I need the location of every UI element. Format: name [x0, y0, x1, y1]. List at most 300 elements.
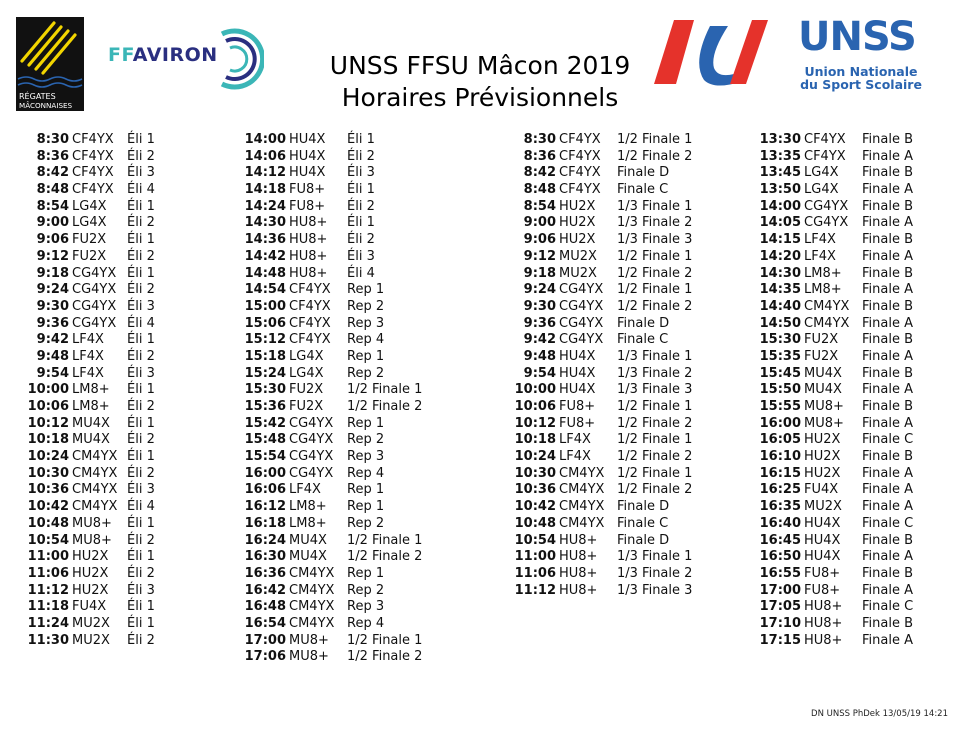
race-time: 15:18: [244, 348, 286, 364]
race-phase: Éli 2: [127, 148, 155, 164]
boat-category: MU2X: [72, 615, 110, 631]
race-phase: Rep 1: [347, 348, 385, 364]
race-phase: Finale C: [862, 515, 914, 531]
race-phase: 1/3 Finale 3: [617, 232, 693, 248]
race-time: 11:00: [514, 549, 556, 565]
race-phase: Éli 4: [127, 499, 155, 515]
race-time: 16:00: [244, 465, 286, 481]
boat-category: CM4YX: [559, 515, 605, 531]
race-time: 9:24: [36, 282, 69, 298]
boat-category: FU2X: [289, 382, 324, 398]
boat-category: HU4X: [804, 515, 841, 531]
race-phase: Éli 2: [127, 632, 155, 648]
schedule-row: [240, 316, 457, 333]
race-phase: 1/2 Finale 1: [617, 465, 693, 481]
boat-category: FU8+: [559, 415, 596, 431]
boat-category: FU8+: [804, 565, 841, 581]
race-time: 10:54: [514, 532, 556, 548]
schedule-row: [510, 349, 727, 366]
race-phase: Éli 2: [127, 532, 155, 548]
boat-category: LF4X: [72, 365, 104, 381]
schedule-row: [510, 432, 727, 449]
schedule-row: [755, 466, 960, 483]
race-phase: Finale A: [862, 148, 913, 164]
boat-category: CM4YX: [72, 465, 118, 481]
race-phase: 1/3 Finale 3: [617, 582, 693, 598]
race-phase: Rep 2: [347, 365, 385, 381]
boat-category: HU2X: [559, 232, 596, 248]
boat-category: HU8+: [804, 599, 843, 615]
boat-category: HU4X: [559, 348, 596, 364]
race-time: 17:00: [244, 632, 286, 648]
race-time: 9:24: [523, 282, 556, 298]
race-time: 15:54: [244, 449, 286, 465]
race-time: 10:30: [27, 465, 69, 481]
boat-category: HU4X: [559, 365, 596, 381]
race-time: 14:48: [244, 265, 286, 281]
race-phase: 1/2 Finale 1: [617, 399, 693, 414]
race-time: 10:42: [27, 499, 69, 515]
schedule-row: [510, 149, 727, 166]
boat-category: MU4X: [804, 365, 842, 381]
boat-category: LF4X: [72, 332, 104, 348]
schedule-row: [240, 132, 457, 149]
schedule-row: [510, 449, 727, 466]
race-time: 15:00: [244, 298, 286, 314]
boat-category: CF4YX: [289, 332, 331, 348]
race-time: 16:15: [759, 465, 801, 481]
schedule-row: [240, 266, 457, 283]
race-time: 9:18: [523, 265, 556, 281]
boat-category: HU2X: [559, 215, 596, 231]
boat-category: CG4YX: [289, 432, 334, 448]
regates-text-2: MÂCONNAISES: [19, 101, 73, 110]
race-phase: Éli 1: [127, 449, 155, 465]
boat-category: HU4X: [289, 148, 326, 164]
boat-category: CF4YX: [72, 148, 114, 164]
race-phase: Éli 1: [347, 132, 375, 147]
race-phase: 1/3 Finale 1: [617, 198, 693, 214]
schedule-row: [755, 549, 960, 566]
schedule-row: [510, 266, 727, 283]
boat-category: CM4YX: [72, 499, 118, 515]
schedule-row: [240, 583, 457, 600]
race-phase: Finale A: [862, 315, 913, 331]
race-time: 14:06: [244, 148, 286, 164]
race-time: 9:00: [36, 215, 69, 231]
race-phase: 1/3 Finale 2: [617, 565, 693, 581]
race-phase: 1/2 Finale 2: [617, 482, 693, 498]
race-phase: Finale C: [617, 332, 669, 348]
race-time: 8:36: [523, 148, 556, 164]
schedule-row: [510, 132, 727, 149]
schedule-row: [510, 516, 727, 533]
boat-category: CG4YX: [804, 215, 849, 231]
race-time: 15:42: [244, 415, 286, 431]
boat-category: LM8+: [72, 399, 110, 414]
boat-category: HU8+: [559, 565, 598, 581]
boat-category: HU4X: [289, 165, 326, 181]
race-time: 14:50: [759, 315, 801, 331]
race-time: 17:06: [244, 649, 286, 665]
race-time: 11:30: [27, 632, 69, 648]
schedule-row: [755, 432, 960, 449]
boat-category: FU2X: [72, 248, 107, 264]
schedule-row: [755, 399, 960, 416]
race-time: 16:54: [244, 615, 286, 631]
boat-category: LF4X: [289, 482, 321, 498]
race-phase: 1/2 Finale 1: [617, 282, 693, 298]
race-phase: Finale A: [862, 182, 913, 198]
race-phase: Rep 3: [347, 449, 385, 465]
race-phase: Éli 3: [127, 582, 155, 598]
race-time: 16:05: [759, 432, 801, 448]
race-phase: Finale A: [862, 549, 913, 565]
race-phase: Éli 2: [127, 215, 155, 231]
schedule-row: [755, 566, 960, 583]
schedule-row: [240, 466, 457, 483]
race-phase: 1/3 Finale 3: [617, 382, 693, 398]
race-phase: Finale C: [617, 515, 669, 531]
race-time: 11:18: [27, 599, 69, 615]
race-time: 8:54: [523, 198, 556, 214]
race-phase: 1/2 Finale 2: [617, 415, 693, 431]
boat-category: CG4YX: [289, 449, 334, 465]
boat-category: HU2X: [72, 565, 109, 581]
schedule-row: [510, 583, 727, 600]
boat-category: MU2X: [559, 248, 597, 264]
schedule-row: [240, 449, 457, 466]
race-phase: Rep 2: [347, 515, 385, 531]
race-phase: Finale B: [862, 365, 914, 381]
boat-category: CG4YX: [289, 415, 334, 431]
boat-category: FU2X: [72, 232, 107, 248]
boat-category: LF4X: [72, 348, 104, 364]
unss-subtitle-line-1: Union Nationale: [804, 64, 918, 79]
boat-category: HU8+: [559, 582, 598, 598]
boat-category: CM4YX: [289, 565, 335, 581]
race-phase: Éli 1: [127, 132, 155, 147]
schedule-row: [20, 616, 227, 633]
race-phase: Éli 1: [127, 232, 155, 248]
schedule-row: [240, 482, 457, 499]
race-phase: 1/2 Finale 2: [617, 298, 693, 314]
race-time: 16:25: [759, 482, 801, 498]
race-time: 16:45: [759, 532, 801, 548]
boat-category: FU8+: [804, 582, 841, 598]
schedule-row: [755, 149, 960, 166]
schedule-row: [240, 182, 457, 199]
schedule-row: [510, 549, 727, 566]
schedule-row: [20, 382, 227, 399]
boat-category: FU2X: [289, 399, 324, 414]
race-time: 17:00: [759, 582, 801, 598]
race-phase: Finale A: [862, 582, 913, 598]
race-phase: 1/2 Finale 2: [617, 148, 693, 164]
schedule-row: [755, 516, 960, 533]
race-phase: 1/3 Finale 1: [617, 549, 693, 565]
schedule-row: [755, 533, 960, 550]
race-phase: Éli 2: [347, 198, 375, 214]
race-time: 16:55: [759, 565, 801, 581]
race-phase: Finale A: [862, 382, 913, 398]
race-time: 9:12: [36, 248, 69, 264]
race-time: 9:30: [523, 298, 556, 314]
race-time: 10:48: [514, 515, 556, 531]
schedule-row: [755, 349, 960, 366]
race-phase: Éli 1: [127, 599, 155, 615]
race-phase: Rep 1: [347, 282, 385, 298]
race-time: 10:06: [27, 399, 69, 414]
race-phase: Éli 2: [127, 348, 155, 364]
boat-category: MU8+: [72, 532, 112, 548]
race-phase: Éli 4: [347, 265, 375, 281]
race-time: 16:35: [759, 499, 801, 515]
boat-category: FU4X: [804, 482, 839, 498]
race-time: 16:12: [244, 499, 286, 515]
boat-category: HU8+: [289, 215, 328, 231]
race-phase: Éli 2: [127, 399, 155, 414]
race-phase: 1/2 Finale 2: [617, 449, 693, 465]
race-time: 8:42: [36, 165, 69, 181]
schedule-row: [20, 299, 227, 316]
race-time: 16:24: [244, 532, 286, 548]
race-phase: 1/3 Finale 1: [617, 348, 693, 364]
boat-category: CF4YX: [804, 132, 846, 147]
race-phase: Finale A: [862, 415, 913, 431]
boat-category: CF4YX: [289, 315, 331, 331]
race-time: 10:00: [514, 382, 556, 398]
race-phase: Éli 3: [127, 298, 155, 314]
boat-category: LG4X: [289, 365, 324, 381]
race-phase: 1/2 Finale 1: [617, 248, 693, 264]
race-time: 15:45: [759, 365, 801, 381]
race-phase: Rep 1: [347, 482, 385, 498]
race-time: 8:36: [36, 148, 69, 164]
boat-category: LF4X: [804, 232, 836, 248]
race-phase: Finale A: [862, 482, 913, 498]
boat-category: CF4YX: [559, 165, 601, 181]
race-time: 15:48: [244, 432, 286, 448]
boat-category: LM8+: [804, 265, 842, 281]
race-phase: Finale B: [862, 565, 914, 581]
title-line-2: Horaires Prévisionnels: [341, 83, 619, 112]
boat-category: CM4YX: [559, 499, 605, 515]
race-time: 10:06: [514, 399, 556, 414]
race-phase: Éli 3: [127, 365, 155, 381]
schedule-row: [510, 416, 727, 433]
race-phase: 1/2 Finale 1: [347, 382, 423, 398]
race-phase: Éli 1: [127, 515, 155, 531]
boat-category: CG4YX: [804, 198, 849, 214]
boat-category: LF4X: [804, 248, 836, 264]
race-time: 8:30: [523, 132, 556, 147]
race-time: 16:18: [244, 515, 286, 531]
boat-category: MU8+: [289, 649, 329, 665]
schedule-row: [20, 182, 227, 199]
race-phase: 1/2 Finale 1: [617, 432, 693, 448]
race-phase: Éli 1: [347, 215, 375, 231]
race-phase: Finale D: [617, 165, 670, 181]
schedule-row: [240, 366, 457, 383]
race-time: 15:12: [244, 332, 286, 348]
schedule-row: [755, 482, 960, 499]
boat-category: LM8+: [289, 499, 327, 515]
schedule-row: [755, 416, 960, 433]
race-phase: Éli 4: [127, 182, 155, 198]
schedule-row: [240, 549, 457, 566]
race-phase: Finale D: [617, 532, 670, 548]
race-time: 9:06: [36, 232, 69, 248]
schedule-row: [20, 132, 227, 149]
race-time: 15:35: [759, 348, 801, 364]
race-time: 15:55: [759, 399, 801, 414]
schedule-row: [20, 232, 227, 249]
race-phase: Finale B: [862, 265, 914, 281]
race-time: 15:24: [244, 365, 286, 381]
race-time: 16:40: [759, 515, 801, 531]
race-time: 10:12: [27, 415, 69, 431]
boat-category: CM4YX: [289, 599, 335, 615]
race-phase: Éli 1: [127, 415, 155, 431]
race-phase: Finale B: [862, 132, 914, 147]
schedule-row: [755, 616, 960, 633]
schedule-row: [510, 299, 727, 316]
regates-maconnaises-logo: [16, 17, 84, 111]
race-phase: 1/2 Finale 2: [347, 399, 423, 414]
race-phase: Rep 4: [347, 615, 385, 631]
race-phase: Rep 4: [347, 332, 385, 348]
race-time: 13:45: [759, 165, 801, 181]
race-time: 14:54: [244, 282, 286, 298]
boat-category: HU8+: [289, 232, 328, 248]
schedule-row: [510, 366, 727, 383]
race-phase: Finale A: [862, 282, 913, 298]
schedule-row: [755, 199, 960, 216]
schedule-row: [240, 165, 457, 182]
schedule-row: [20, 249, 227, 266]
schedule-row: [20, 432, 227, 449]
boat-category: FU4X: [72, 599, 107, 615]
schedule-row: [755, 165, 960, 182]
unss-subtitle-line-2: du Sport Scolaire: [800, 77, 922, 92]
race-time: 14:18: [244, 182, 286, 198]
race-time: 16:36: [244, 565, 286, 581]
race-phase: Éli 2: [347, 232, 375, 248]
race-time: 10:00: [27, 382, 69, 398]
race-phase: 1/2 Finale 1: [347, 632, 423, 648]
boat-category: CF4YX: [559, 132, 601, 147]
boat-category: LM8+: [289, 515, 327, 531]
race-time: 14:12: [244, 165, 286, 181]
race-time: 9:42: [36, 332, 69, 348]
race-phase: Éli 1: [127, 198, 155, 214]
schedule-row: [240, 516, 457, 533]
race-time: 11:24: [27, 615, 69, 631]
schedule-row: [510, 382, 727, 399]
race-time: 14:24: [244, 198, 286, 214]
schedule-row: [20, 533, 227, 550]
boat-category: LM8+: [804, 282, 842, 298]
race-phase: Éli 4: [127, 315, 155, 331]
race-time: 10:36: [27, 482, 69, 498]
schedule-row: [755, 499, 960, 516]
boat-category: FU8+: [289, 198, 326, 214]
schedule-row: [20, 165, 227, 182]
boat-category: FU8+: [289, 182, 326, 198]
race-time: 14:30: [244, 215, 286, 231]
boat-category: CG4YX: [559, 315, 604, 331]
race-time: 10:48: [27, 515, 69, 531]
boat-category: CG4YX: [289, 465, 334, 481]
race-phase: Finale C: [617, 182, 669, 198]
boat-category: FU2X: [804, 332, 839, 348]
race-time: 8:54: [36, 198, 69, 214]
race-phase: Éli 1: [127, 549, 155, 565]
boat-category: CM4YX: [804, 298, 850, 314]
race-time: 14:00: [759, 198, 801, 214]
regates-text-1: RÉGATES: [19, 92, 56, 101]
race-time: 16:00: [759, 415, 801, 431]
schedule-row: [20, 316, 227, 333]
schedule-row: [20, 466, 227, 483]
race-phase: 1/3 Finale 2: [617, 215, 693, 231]
race-time: 10:42: [514, 499, 556, 515]
boat-category: CM4YX: [289, 615, 335, 631]
schedule-row: [20, 399, 227, 416]
schedule-row: [510, 332, 727, 349]
race-phase: 1/2 Finale 2: [347, 549, 423, 565]
ffaviron-wordmark: FFAVIRON: [108, 44, 218, 66]
schedule-row: [755, 332, 960, 349]
race-phase: Finale B: [862, 232, 914, 248]
boat-category: CF4YX: [72, 182, 114, 198]
boat-category: HU4X: [804, 532, 841, 548]
schedule-row: [510, 533, 727, 550]
race-phase: Éli 2: [127, 565, 155, 581]
schedule-row: [20, 332, 227, 349]
boat-category: HU8+: [804, 615, 843, 631]
race-time: 10:36: [514, 482, 556, 498]
race-phase: Éli 1: [127, 332, 155, 348]
race-phase: Éli 2: [347, 148, 375, 164]
schedule-row: [755, 249, 960, 266]
schedule-row: [510, 499, 727, 516]
boat-category: HU8+: [289, 265, 328, 281]
race-time: 8:42: [523, 165, 556, 181]
schedule-row: [240, 416, 457, 433]
schedule-row: [20, 566, 227, 583]
schedule-row: [20, 516, 227, 533]
boat-category: LG4X: [72, 215, 107, 231]
schedule-row: [240, 199, 457, 216]
schedule-row: [755, 449, 960, 466]
schedule-row: [755, 382, 960, 399]
boat-category: CF4YX: [289, 282, 331, 298]
race-phase: Éli 1: [127, 382, 155, 398]
boat-category: HU4X: [559, 382, 596, 398]
race-phase: Rep 3: [347, 315, 385, 331]
ffaviron-logo: [104, 28, 264, 90]
boat-category: LG4X: [804, 165, 839, 181]
race-phase: Finale A: [862, 499, 913, 515]
schedule-column-2: [240, 132, 457, 666]
schedule-row: [240, 299, 457, 316]
boat-category: MU4X: [289, 532, 327, 548]
race-time: 9:00: [523, 215, 556, 231]
boat-category: CG4YX: [559, 282, 604, 298]
schedule-row: [510, 466, 727, 483]
